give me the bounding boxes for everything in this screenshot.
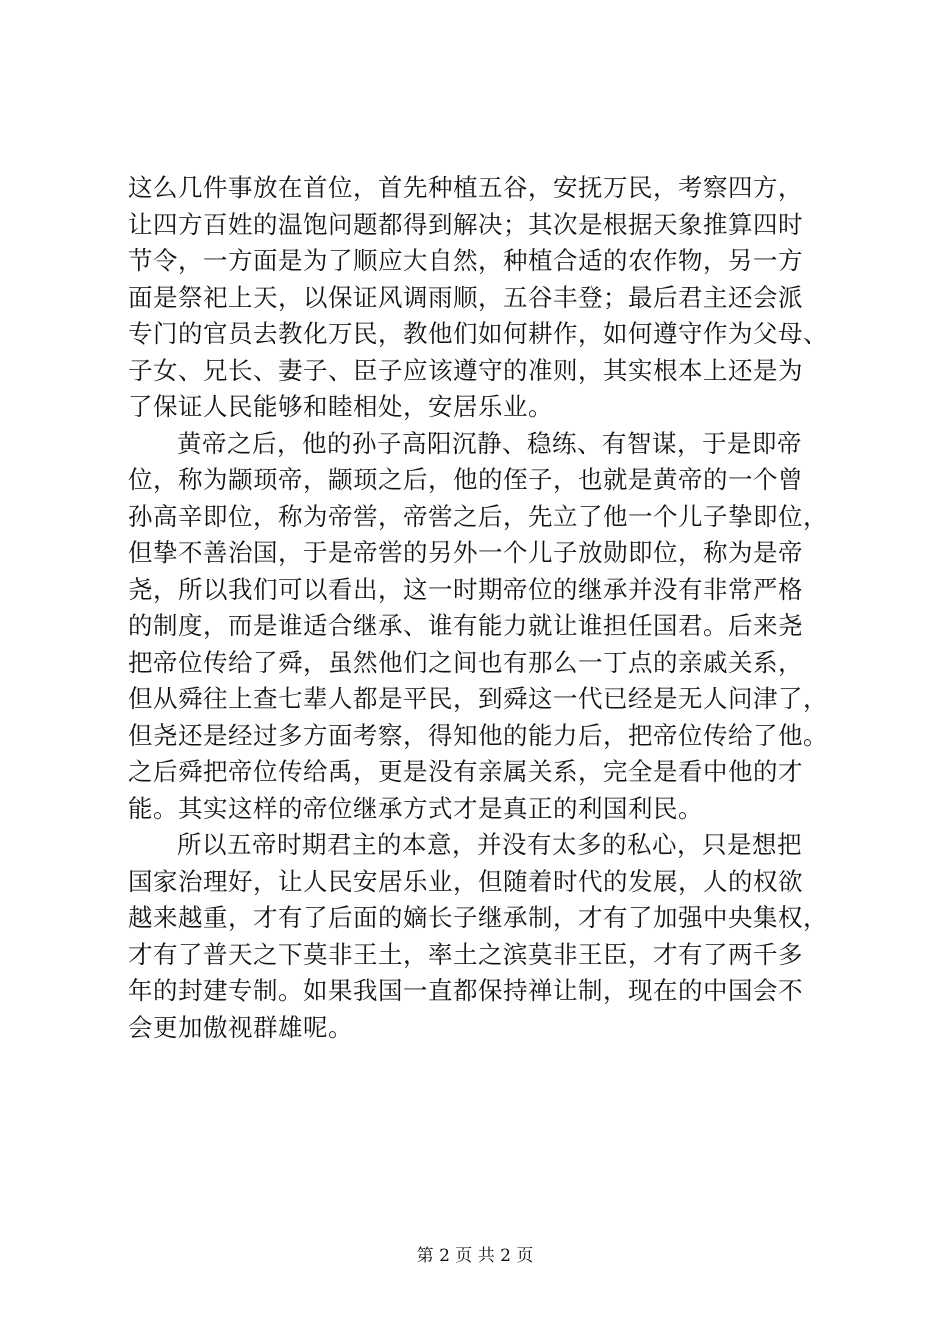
- text-line: 才有了普天之下莫非王土，率土之滨莫非王臣，才有了两千多: [128, 939, 803, 969]
- text-line: 的制度，而是谁适合继承、谁有能力就让谁担任国君。后来尧: [128, 611, 803, 640]
- text-line: 专门的官员去教化万民，教他们如何耕作，如何遵守作为父母、: [128, 319, 828, 348]
- paragraph-3: [128, 827, 828, 1046]
- paragraph-1: [128, 170, 828, 426]
- text-line: 位，称为颛顼帝，颛顼之后，他的侄子，也就是黄帝的一个曾: [128, 465, 803, 494]
- text-line: 会更加傲视群雄呢。: [128, 1012, 353, 1042]
- text-line-first: 黄帝之后，他的孙子高阳沉静、稳练、有智谋，于是即帝: [177, 428, 802, 458]
- text-line: 年的封建专制。如果我国一直都保持禅让制，现在的中国会不: [128, 976, 803, 1005]
- text-line: 越来越重，才有了后面的嫡长子继承制，才有了加强中央集权，: [128, 903, 828, 932]
- text-line: 让四方百姓的温饱问题都得到解决；其次是根据天象推算四时: [128, 209, 803, 239]
- text-line: 这么几件事放在首位，首先种植五谷，安抚万民，考察四方，: [128, 173, 803, 202]
- text-line: 国家治理好，让人民安居乐业，但随着时代的发展，人的权欲: [128, 866, 803, 896]
- text-line: 面是祭祀上天，以保证风调雨顺，五谷丰登；最后君主还会派: [128, 282, 803, 312]
- page-number-footer: 第 2 页 共 2 页: [416, 1246, 534, 1266]
- text-line-first: 所以五帝时期君主的本意，并没有太多的私心，只是想把: [177, 830, 802, 859]
- text-line: 了保证人民能够和睦相处，安居乐业。: [128, 392, 553, 421]
- text-line: 但尧还是经过多方面考察，得知他的能力后，把帝位传给了他。: [128, 720, 828, 750]
- paragraph-2: [128, 426, 828, 828]
- text-line: 把帝位传给了舜，虽然他们之间也有那么一丁点的亲戚关系，: [128, 647, 803, 677]
- text-line: 但挚不善治国，于是帝喾的另外一个儿子放勋即位，称为是帝: [128, 538, 803, 567]
- text-line: 尧，所以我们可以看出，这一时期帝位的继承并没有非常严格: [128, 574, 803, 604]
- document-body: [128, 170, 828, 1046]
- text-line: 之后舜把帝位传给禹，更是没有亲属关系，完全是看中他的才: [128, 757, 803, 786]
- text-line: 能。其实这样的帝位继承方式才是真正的利国利民。: [128, 793, 703, 823]
- text-line: 节令，一方面是为了顺应大自然，种植合适的农作物，另一方: [128, 246, 803, 275]
- text-line: 但从舜往上查七辈人都是平民，到舜这一代已经是无人问津了，: [128, 684, 828, 713]
- text-line: 子女、兄长、妻子、臣子应该遵守的准则，其实根本上还是为: [128, 355, 803, 385]
- text-line: 孙高辛即位，称为帝喾，帝喾之后，先立了他一个儿子挚即位，: [128, 501, 828, 531]
